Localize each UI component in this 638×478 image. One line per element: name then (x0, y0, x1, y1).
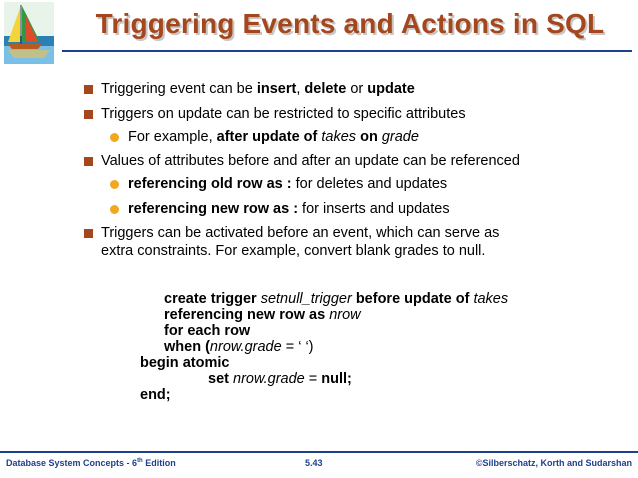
assign-operator: = (304, 371, 322, 387)
keyword-on: on (360, 129, 378, 145)
footer-copyright: ©Silberschatz, Korth and Sudarshan (475, 458, 632, 468)
subbullet-text: For example, (128, 129, 217, 145)
keyword-when: when ( (164, 339, 210, 355)
title-underline (62, 50, 632, 52)
keyword-referencing-old-row: referencing old row as : (128, 176, 292, 192)
keyword-update: update (367, 81, 415, 97)
subbullet-old-row (128, 175, 447, 193)
footer-book-text: Database System Concepts - 6 (6, 458, 138, 468)
keyword-insert: insert (256, 81, 297, 97)
round-bullet-icon (110, 205, 119, 214)
square-bullet-icon (84, 157, 93, 166)
separator: or (346, 81, 368, 97)
subbullet-example (128, 128, 419, 146)
keyword-begin-atomic: begin atomic (140, 355, 230, 371)
keyword-set: set (208, 371, 229, 387)
keyword-null: null; (321, 371, 352, 387)
bullet-activated-before-event-cont: extra constraints. For example, convert blank grades to null. (101, 243, 486, 259)
footer-book-title (6, 458, 176, 468)
sailboat-logo-icon (4, 2, 54, 64)
slide-title: Triggering Events and Actions in SQL (95, 8, 605, 39)
keyword-create-trigger: create trigger (164, 291, 257, 307)
relation-takes: takes (321, 129, 357, 145)
code-line-referencing (164, 307, 361, 323)
keyword-referencing-new-row: referencing new row as : (128, 201, 299, 217)
condition-text: = ‘ ‘) (281, 339, 314, 355)
separator: , (296, 81, 305, 97)
square-bullet-icon (84, 229, 93, 238)
relation-takes: takes (473, 291, 509, 307)
keyword-end: end; (140, 387, 171, 403)
code-line-set (208, 371, 352, 387)
footer-edition-text: Edition (142, 458, 176, 468)
footer-edition-sup: th (137, 458, 143, 464)
trigger-name: setnull_trigger (260, 291, 352, 307)
code-line-create-trigger (164, 291, 508, 307)
bullet-values-referenced: Values of attributes before and after an update can be referenced (101, 153, 520, 169)
subbullet-text: for deletes and updates (291, 176, 448, 192)
bullet-activated-before-event: Triggers can be activated before an event, which can serve as (101, 225, 500, 241)
code-line-when (164, 339, 314, 355)
code-line-end (140, 387, 171, 403)
keyword-for-each-row: for each row (164, 323, 251, 339)
bullet-restricted-attributes: Triggers on update can be restricted to specific attributes (101, 106, 466, 122)
subbullet-text: for inserts and updates (298, 201, 450, 217)
code-line-for-each-row (164, 323, 250, 339)
bullet-triggering-event (101, 80, 415, 98)
row-alias: nrow (329, 307, 361, 323)
keyword-referencing-new-row-as: referencing new row as (164, 307, 326, 323)
round-bullet-icon (110, 133, 119, 142)
attribute-reference: nrow.grade (233, 371, 305, 387)
footer-rule (0, 451, 638, 453)
attribute-reference: nrow.grade (209, 339, 282, 355)
keyword-delete: delete (304, 81, 347, 97)
subbullet-new-row (128, 200, 450, 218)
keyword-before-update-of: before update of (355, 291, 470, 307)
square-bullet-icon (84, 110, 93, 119)
bullet-text: Triggering event can be (101, 81, 257, 97)
attribute-grade: grade (381, 129, 419, 145)
code-line-begin-atomic (140, 355, 229, 371)
round-bullet-icon (110, 180, 119, 189)
footer-page-number: 5.43 (305, 458, 323, 468)
keyword-after-update-of: after update of (216, 129, 318, 145)
square-bullet-icon (84, 85, 93, 94)
